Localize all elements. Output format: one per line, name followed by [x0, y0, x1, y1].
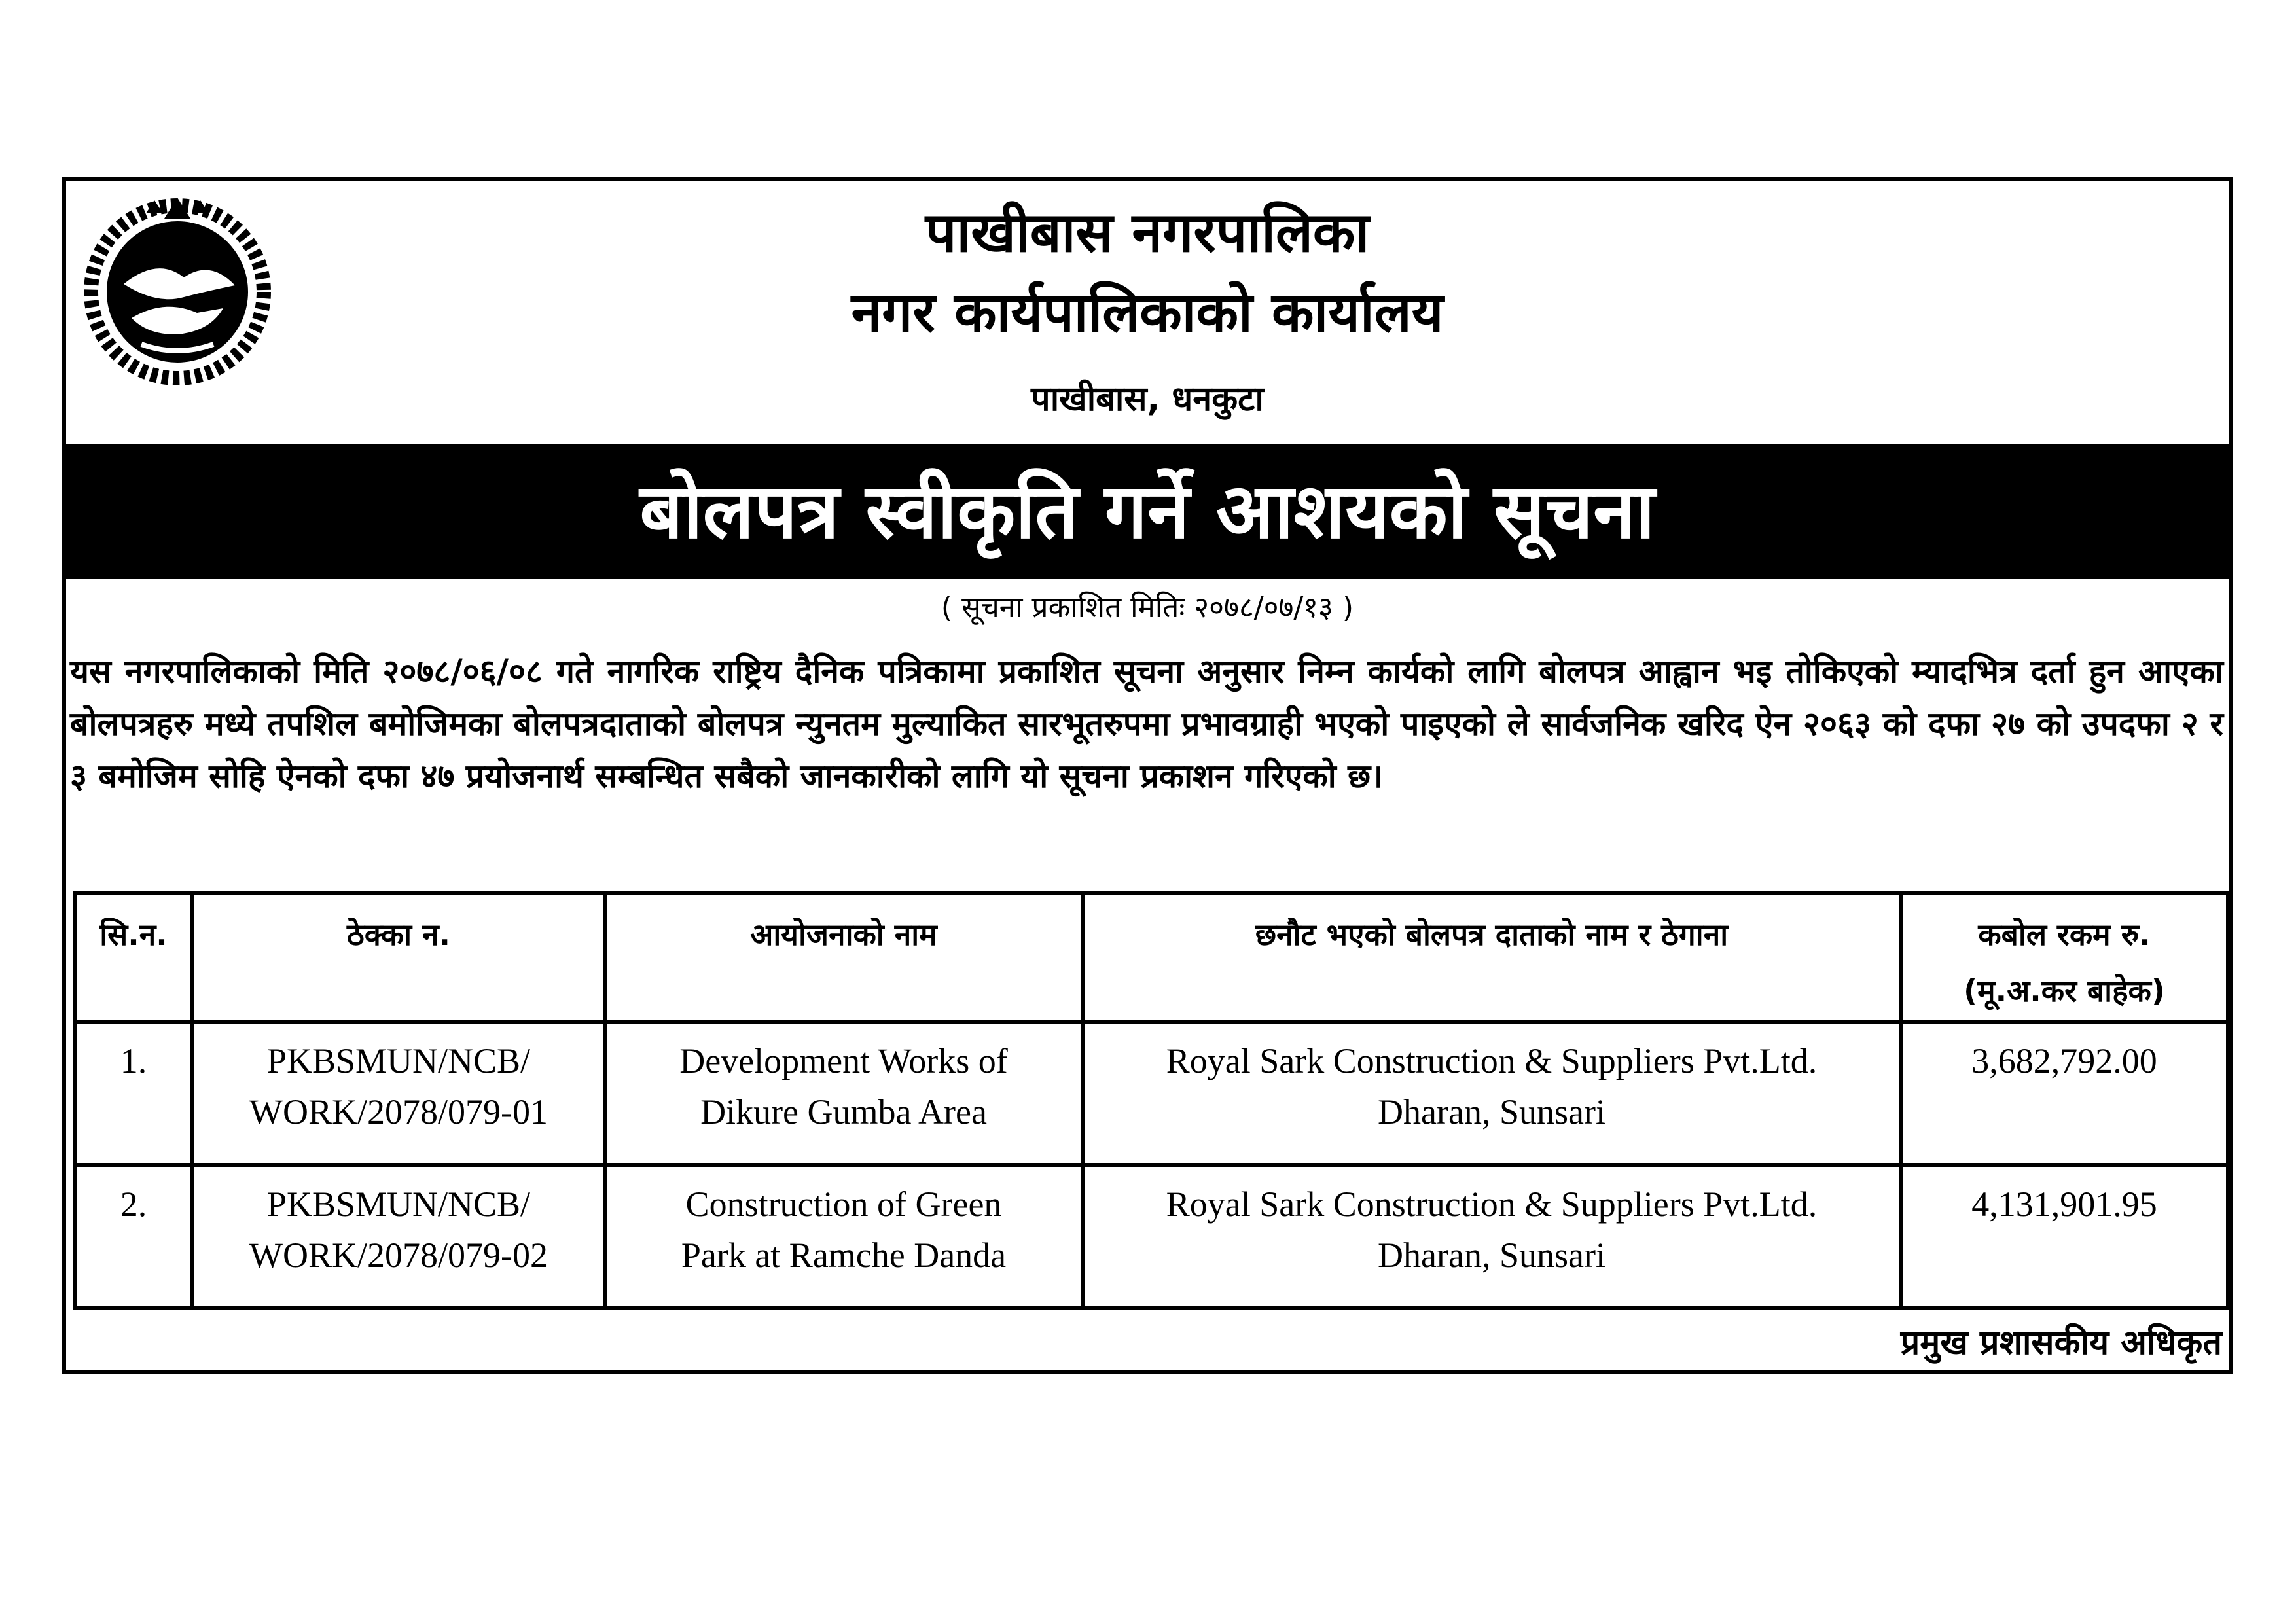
header-bidder: छनौट भएको बोलपत्र दाताको नाम र ठेगाना: [1083, 893, 1901, 1022]
contract-line-1: PKBSMUN/NCB/: [266, 1184, 531, 1224]
notice-header: [66, 181, 2229, 444]
notice-frame: [62, 177, 2233, 1374]
header-project: आयोजनाको नाम: [605, 893, 1083, 1022]
header-amount-note: (मू.अ.कर बाहेक): [1964, 973, 2165, 1008]
header-amount: [1901, 893, 2228, 1022]
org-name: पाखीबास नगरपालिका: [925, 200, 1370, 264]
row-contract-no: [192, 1165, 605, 1308]
project-line-1: Development Works of: [679, 1041, 1008, 1080]
row-sn: 2.: [75, 1165, 192, 1308]
contract-line-2: WORK/2078/079-02: [249, 1235, 548, 1275]
bidder-name: Royal Sark Construction & Suppliers Pvt.Ltd.: [1166, 1041, 1818, 1080]
table-row: [75, 1165, 2228, 1308]
row-bidder: [1083, 1165, 1901, 1308]
row-amount: 4,131,901.95: [1901, 1165, 2228, 1308]
header-sn: सि.न.: [75, 893, 192, 1022]
published-date: ( सूचना प्रकाशित मितिः २०७८/०७/१३ ): [941, 591, 1354, 624]
office-name: नगर कार्यपालिकाको कार्यालय: [851, 280, 1444, 344]
contract-line-1: PKBSMUN/NCB/: [266, 1041, 531, 1080]
header-contract-no: ठेक्का न.: [192, 893, 605, 1022]
bidder-address: Dharan, Sunsari: [1378, 1092, 1605, 1132]
row-sn: 1.: [75, 1022, 192, 1165]
project-line-2: Dikure Gumba Area: [700, 1092, 987, 1132]
row-bidder: [1083, 1022, 1901, 1165]
table-header-row: [75, 893, 2228, 1022]
signatory-title: प्रमुख प्रशासकीय अधिकृत: [1900, 1323, 2222, 1363]
row-contract-no: [192, 1022, 605, 1165]
row-project: [605, 1022, 1083, 1165]
awards-table: [73, 891, 2230, 1310]
bidder-name: Royal Sark Construction & Suppliers Pvt.Ltd.: [1166, 1184, 1818, 1224]
row-project: [605, 1165, 1083, 1308]
bidder-address: Dharan, Sunsari: [1378, 1235, 1605, 1275]
table-row: [75, 1022, 2228, 1165]
row-amount: 3,682,792.00: [1901, 1022, 2228, 1165]
header-amount-label: कबोल रकम रु.: [1978, 917, 2151, 952]
office-location: पाखीबास, धनकुटा: [1031, 380, 1264, 419]
notice-body: यस नगरपालिकाको मिति २०७८/०६/०८ गते नागरिक राष्ट्रिय दैनिक पत्रिकामा प्रकाशित सूचना अनुसार निम्न कार्यको लागि बोलपत्र आह्वान भइ तोकिएको म्यादभित्र दर्ता हुन आएका बोलपत्रहरु मध्ये तपशिल बमोजिमका बोलपत्रदाताको बोलपत्र न्युनतम मुल्याकित सारभूतरुपमा प्रभावग्राही भएको पाइएको ले सार्वजनिक खरिद ऐन २०६३ को दफा २७ को उपदफा २ र ३ बमोजिम सोहि ऐनको दफा ४७ प्रयोजनार्थ सम्बन्धित सबैको जानकारीको लागि यो सूचना प्रकाशन गरिएको छ।: [70, 652, 2223, 795]
project-line-1: Construction of Green: [685, 1184, 1002, 1224]
project-line-2: Park at Ramche Danda: [681, 1235, 1007, 1275]
notice-title: बोलपत्र स्वीकृति गर्ने आशयको सूचना: [66, 444, 2229, 579]
contract-line-2: WORK/2078/079-01: [249, 1092, 548, 1132]
